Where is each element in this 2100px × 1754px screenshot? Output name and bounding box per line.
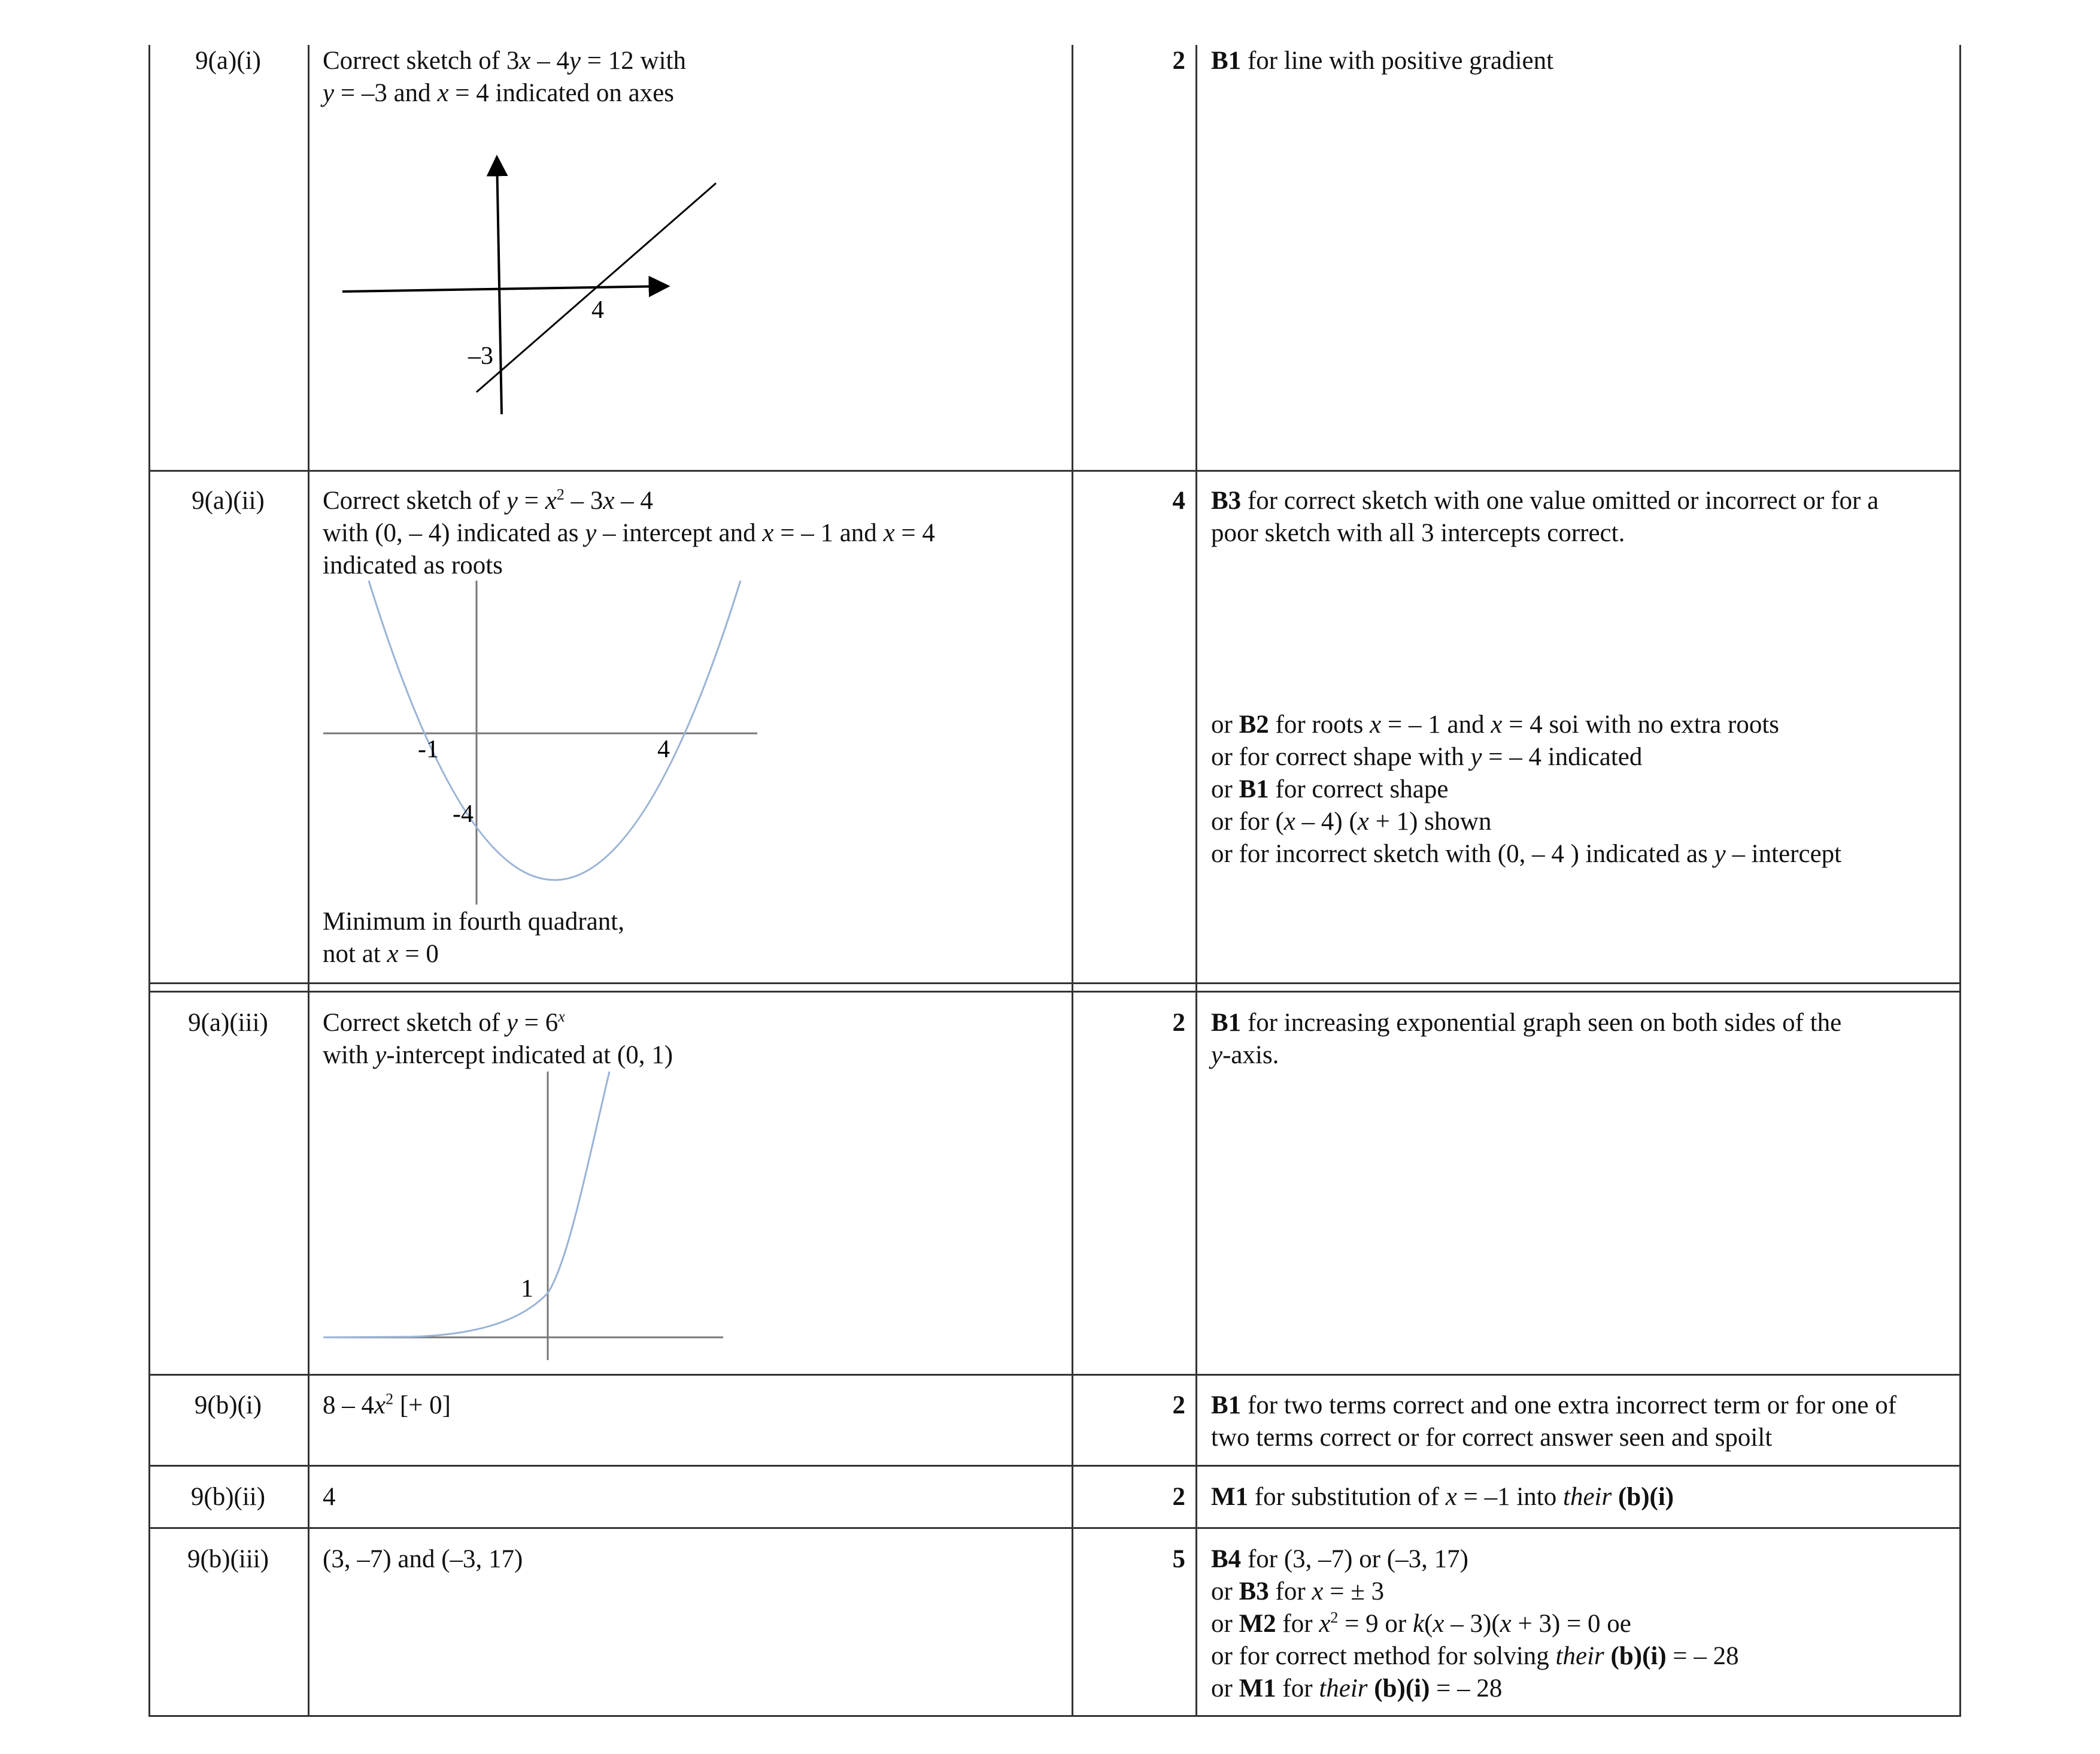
guidance-line: or for incorrect sketch with (0, – 4 ) indicated as y – intercept [1211,840,1842,868]
guidance-line: B1 for increasing exponential graph seen on both sides of the [1211,1009,1842,1037]
linear-sketch [335,150,730,419]
guidance-line: two terms correct or for correct answer seen and spoilt [1211,1424,1773,1452]
row-divider [148,1374,1961,1376]
answer-note: Minimum in fourth quadrant, [323,908,624,936]
guidance-line: B3 for correct sketch with one value omitted or incorrect or for a [1211,487,1879,515]
row-divider [148,1527,1961,1529]
x-intercept-label: 4 [591,296,604,324]
root-label-left: -1 [418,736,439,763]
answer-line: (3, –7) and (–3, 17) [323,1545,523,1573]
guidance-line: or M1 for their (b)(i) = – 28 [1211,1674,1503,1703]
row-divider [148,1465,1961,1467]
answer-line: Correct sketch of $y = x^2 - 3x - 4$ [323,485,653,515]
question-id: 9(b)(iii) [187,1545,269,1573]
root-label-right: 4 [657,736,670,763]
y-axis [497,157,502,414]
guidance-line: or B1 for correct shape [1211,775,1449,803]
answer-note: not at x = 0 [323,940,439,968]
question-id: 9(b)(ii) [190,1483,266,1511]
exponential-sketch [322,1066,741,1365]
y-intercept-label: 1 [521,1275,533,1303]
guidance-line: or B2 for roots x = – 1 and x = 4 soi with no extra roots [1211,711,1780,739]
question-id: 9(b)(i) [194,1391,262,1419]
guidance-line: or M2 for $x^2 = 9$ or k(x – 3)(x + 3) = 0 oe [1211,1609,1631,1638]
x-axis [342,286,668,292]
guidance-line: poor sketch with all 3 intercepts correct. [1211,519,1625,547]
question-id: 9(a)(ii) [192,487,265,515]
answer-line: with (0, – 4) indicated as y – intercept and x = – 1 and x = 4 [323,519,935,547]
question-id: 9(a)(i) [195,47,261,75]
guidance-line: or for correct method for solving their (b)(i) = – 28 [1211,1642,1739,1670]
quadratic-sketch [322,578,765,907]
guidance-line: B1 for two terms correct and one extra incorrect term or for one of [1211,1391,1897,1419]
parabola-curve [369,581,741,880]
guidance-line: M1 for substitution of x = –1 into their (b)(i) [1211,1483,1674,1511]
y-intercept-label: –3 [468,342,493,370]
marks-value: 5 [1172,1545,1185,1573]
marks-value: 2 [1172,1391,1185,1419]
y-intercept-label: -4 [453,800,474,828]
row-divider [148,470,1961,472]
row-divider [148,982,1961,984]
guidance-line: or for (x – 4) (x + 1) shown [1211,808,1492,836]
guidance-line: y-axis. [1211,1041,1279,1069]
marks-value: 4 [1172,487,1185,515]
guidance-line: B4 for (3, –7) or (–3, 17) [1211,1545,1468,1573]
answer-line: 4 [323,1483,336,1511]
answer-line: Correct sketch of $y = 6^x$ [323,1008,565,1037]
answer-line: indicated as roots [323,551,503,579]
answer-line: y = –3 and x = 4 indicated on axes [323,79,675,107]
marks-value: 2 [1172,1009,1185,1037]
marks-value: 2 [1172,1483,1185,1511]
marks-value: 2 [1172,47,1185,75]
row-divider [148,991,1961,993]
answer-line: with y-intercept indicated at (0, 1) [323,1041,673,1069]
guidance-line: B1 for line with positive gradient [1211,47,1554,75]
question-id: 9(a)(iii) [188,1009,268,1037]
exponential-curve [323,1072,609,1337]
answer-line: $8 - 4x^2$ [+ 0] [323,1390,451,1419]
table-border-bottom [148,1715,1961,1717]
guidance-line: or B3 for x = ± 3 [1211,1577,1385,1606]
answer-line: Correct sketch of 3x – 4y = 12 with [323,47,686,75]
guidance-line: or for correct shape with y = – 4 indicated [1211,743,1643,771]
